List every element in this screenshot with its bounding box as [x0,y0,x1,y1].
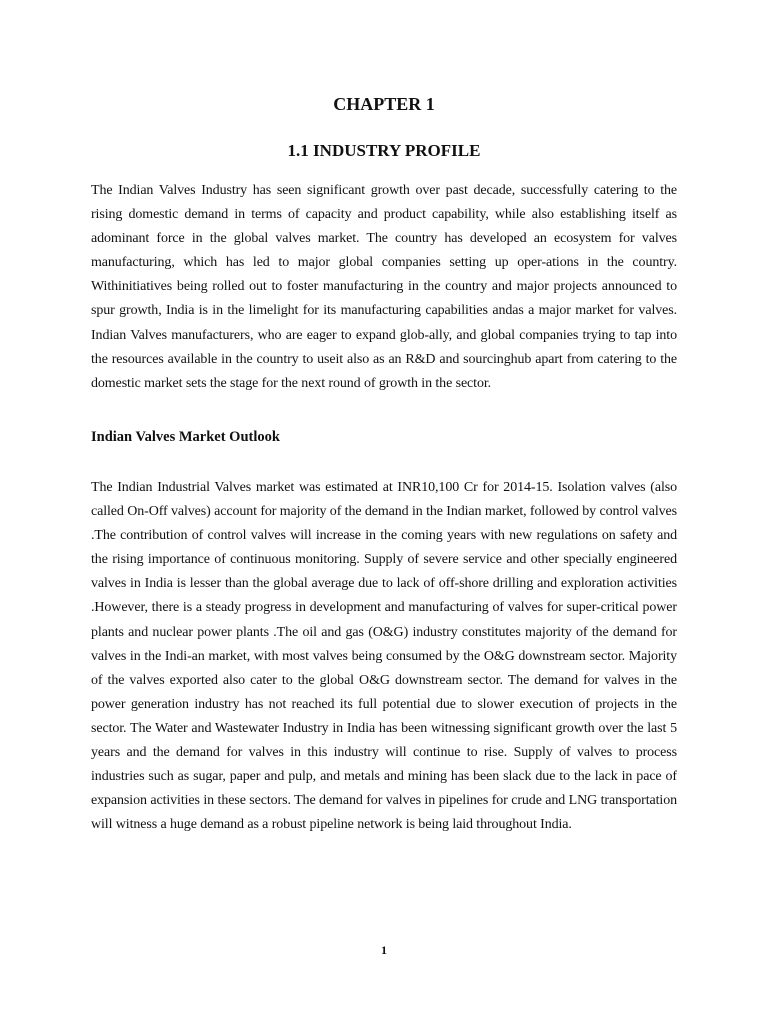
market-outlook-paragraph: The Indian Industrial Valves market was estimated at INR10,100 Cr for 2014-15. Isolation valves (also called On-Off valves) account for majority of the demand in the Indian market, followed by control valves .The contribution of control valves will increase in the coming years with new regulations on safety and the rising importance of continuous monitoring. Supply of severe service and other specially engineered valves in India is lesser than the global average due to lack of off-shore drilling and exploration activities .However, there is a steady progress in development and manufacturing of valves for super-critical power plants and nuclear power plants .The oil and gas (O&G) industry constitutes majority of the demand for valves in the Indi-an market, with most valves being consumed by the O&G downstream sector. Majority of the valves exported also cater to the global O&G downstream sector. The demand for valves in the power generation industry has not reached its full potential due to slower execution of projects in the sector. The Water and Wastewater Industry in India has been witnessing significant growth over the last 5 years and the demand for valves in this industry will continue to rise. Supply of valves to process industries such as sugar, paper and pulp, and metals and mining has been slack due to the lack in pace of expansion activities in these sectors. The demand for valves in pipelines for crude and LNG transportation will witness a huge demand as a robust pipeline network is being laid throughout India. [91,480,677,833]
chapter-title: CHAPTER 1 [333,94,435,114]
industry-profile-paragraph: The Indian Valves Industry has seen significant growth over past decade, successfully catering to the rising domestic demand in terms of capacity and product capability, while also establishing itself as adominant force in the global valves market. The country has developed an ecosystem for valves manufacturing, which has led to major global companies setting up oper-ations in the country. Withinitiatives being rolled out to foster manufacturing in the country and major projects announced to spur growth, India is in the limelight for its manufacturing capabilities andas a major market for valves. Indian Valves manufacturers, who are eager to expand glob-ally, and global companies trying to tap into the resources available in the country to useit also as an R&D and sourcinghub apart from catering to the domestic market sets the stage for the next round of growth in the sector. [91,183,677,391]
section-title: 1.1 INDUSTRY PROFILE [287,141,481,160]
page-number: 1 [381,943,387,957]
market-outlook-heading: Indian Valves Market Outlook [91,429,280,445]
